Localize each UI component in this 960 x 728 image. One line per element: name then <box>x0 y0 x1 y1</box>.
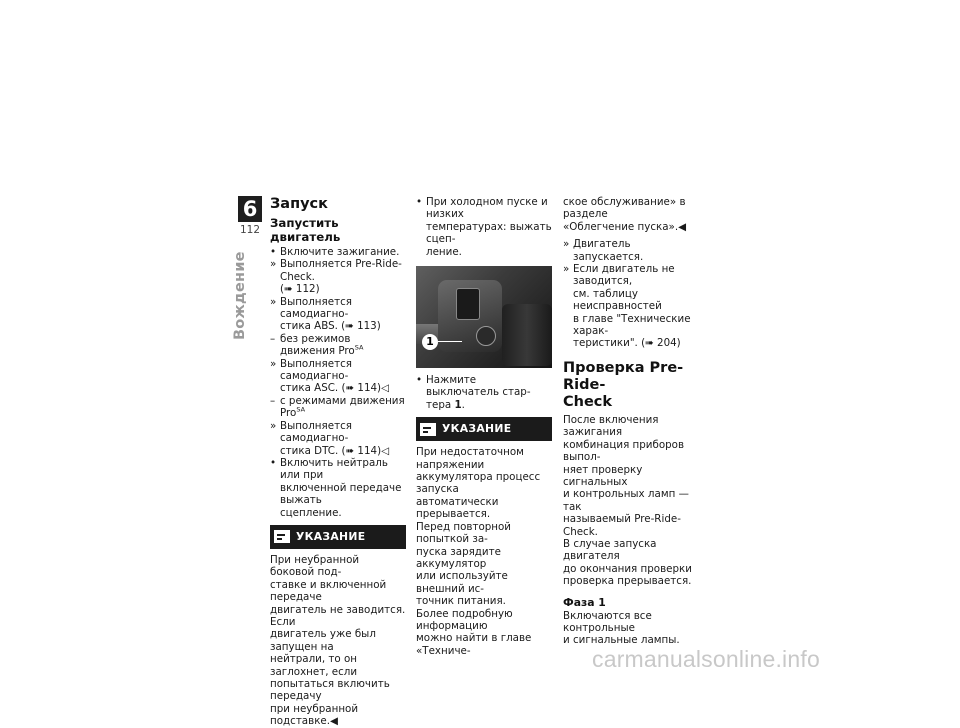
note-text: При неубранной боковой под- ставке и включенной передаче двигатель не заводится. Если двигатель уже был запущен на нейтрали, то он заглохнет, если попытаться включить передачу при неубранной подставке.◀ <box>270 553 406 728</box>
bullet-marker: • <box>270 456 277 469</box>
section-heading: Запуск <box>270 196 328 212</box>
list-item: • Нажмите выключатель стар- тера 1. <box>416 374 531 411</box>
kill-switch <box>456 288 480 320</box>
callout-line <box>438 341 462 342</box>
page-reference: (➠ 112) <box>280 283 320 296</box>
phase-heading: Фаза 1 <box>563 595 606 609</box>
sa-superscript: SA <box>296 405 306 414</box>
note-banner <box>416 417 552 441</box>
watermark: carmanualsonline.info <box>592 646 820 672</box>
chapter-tab <box>238 196 262 236</box>
result-marker: » <box>563 238 570 251</box>
option-item: – с режимами движения Pro$^{SA}$ <box>270 394 405 420</box>
dash-marker: – <box>270 332 276 345</box>
result-marker: » <box>270 357 277 370</box>
list-item: • Включите зажигание. <box>270 246 400 258</box>
result-item: » Выполняется самодиагно- стика DTC. (➠ 114)◁ <box>270 419 390 457</box>
result-marker: » <box>563 263 570 276</box>
paragraph: После включения зажигания комбинация приборов выпол- няет проверку сигнальных и контрольных ламп — так называемый Pre-Ride-Check. В случае запуска двигателя до окончания проверки проверка прерывается. <box>563 413 692 588</box>
result-marker: » <box>270 419 277 432</box>
page-number: 112 <box>239 224 261 236</box>
bullet-marker: • <box>270 246 277 258</box>
result-marker: » <box>270 295 277 308</box>
note-title: УКАЗАНИЕ <box>296 529 366 543</box>
column-1 <box>270 196 406 728</box>
starter-button <box>476 326 496 346</box>
result-item: » Двигатель запускается. <box>563 238 644 263</box>
column-2 <box>416 196 552 657</box>
note-hand-icon <box>420 423 436 436</box>
column-3: ское обслуживание» в разделе «Облегчение пуска».◀ » Двигатель запускается. » Если двигатель не заводится, см. таблицу неисправностей в главе "Технические харак- теристики". (➠ 204) Проверка Pre-Ride- Check После включения зажигания комбинация приборов выпол- няет проверку сигнальных и контрольных ламп — так называемый Pre-Ride-Check. В случае запуска двигателя до окончания проверки проверка прерывается. Фаза 1 Включаются все контрольные и сигнальные лампы. <box>563 196 701 647</box>
handlebar-grip <box>502 304 552 366</box>
paragraph: Включаются все контрольные и сигнальные лампы. <box>563 609 680 647</box>
note-hand-icon <box>274 530 290 543</box>
result-item: » Выполняется самодиагно- стика ASC. (➠ 114)◁ <box>270 357 389 395</box>
list-item: • Включить нейтраль или при включенной передаче выжать сцепление. <box>270 456 402 519</box>
sa-superscript: SA <box>354 343 364 352</box>
result-item: » Выполняется Pre-Ride-Check. (➠ 112) <box>270 258 406 295</box>
bullet-marker: • <box>416 196 423 208</box>
callout-label: 1 <box>422 334 438 350</box>
result-item: » Выполняется самодиагно- стика ABS. (➠ 113) <box>270 295 381 333</box>
starter-switch-photo <box>416 266 552 368</box>
option-item: – без режимов движения Pro$^{SA}$ <box>270 332 364 358</box>
note-text: При недостаточном напряжении аккумулятора процесс запуска автоматически прерывается. Перед повторной попыткой за- пуска зарядите аккумулятор или используйте внешний ис- точник питания. Более подробную информацию можно найти в главе «Техниче- <box>416 446 541 657</box>
result-marker: » <box>270 258 277 271</box>
list-item: • При холодном пуске и низких температурах: выжать сцеп- ление. <box>416 196 552 258</box>
section-heading-pre-ride-check: Проверка Pre-Ride- Check <box>563 359 684 410</box>
dash-marker: – <box>270 394 276 407</box>
result-item: » Если двигатель не заводится, см. таблицу неисправностей в главе "Технические харак- теристики". (➠ 204) <box>563 263 691 350</box>
subsection-heading: Запустить двигатель <box>270 216 341 244</box>
note-title: УКАЗАНИЕ <box>442 422 512 436</box>
chapter-title: Вождение <box>232 251 248 340</box>
chapter-number: 6 <box>238 196 262 222</box>
bullet-marker: • <box>416 374 423 387</box>
note-banner <box>270 525 406 549</box>
